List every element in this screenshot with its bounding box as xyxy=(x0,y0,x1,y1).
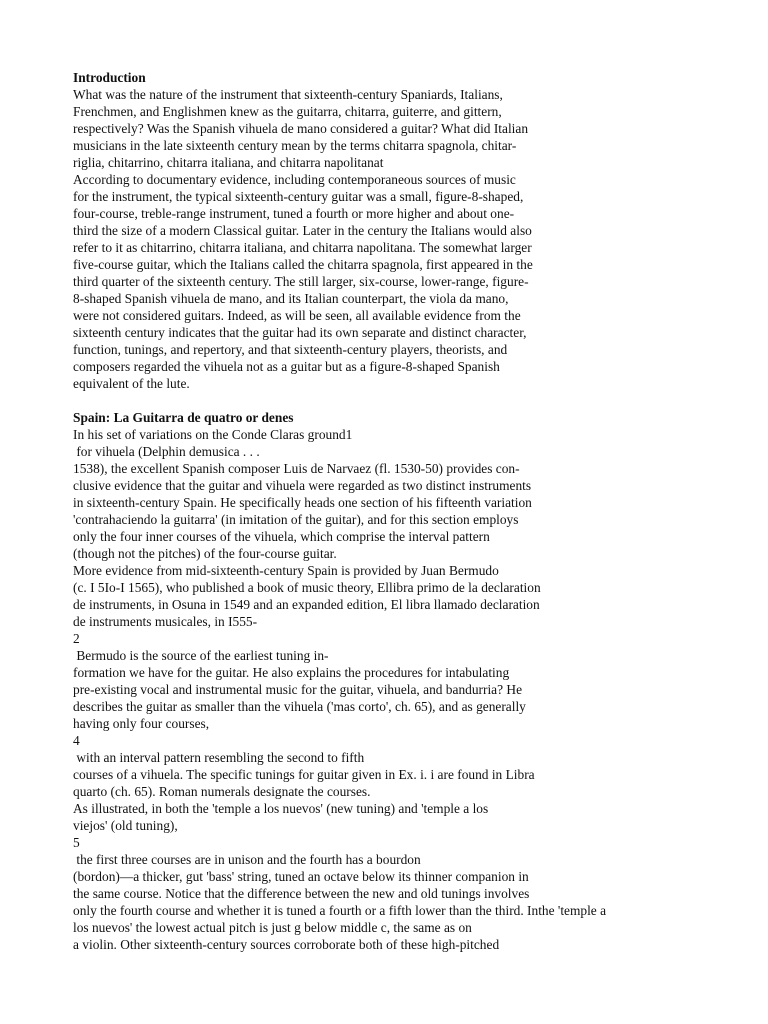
text-line: only the four inner courses of the vihuela, which comprise the interval pattern xyxy=(73,529,490,544)
text-line: with an interval pattern resembling the second to fifth xyxy=(73,750,365,765)
text-line: for the instrument, the typical sixteenth-century guitar was a small, figure-8-shaped, xyxy=(73,189,524,204)
text-line: five-course guitar, which the Italians called the chitarra spagnola, first appeared in the xyxy=(73,257,533,272)
text-line: clusive evidence that the guitar and vihuela were regarded as two distinct instruments xyxy=(73,478,532,493)
text-line: As illustrated, in both the 'temple a los nuevos' (new tuning) and 'temple a los xyxy=(73,801,489,816)
text-line: de instruments musicales, in I555- xyxy=(73,614,258,629)
text-line: the same course. Notice that the difference between the new and old tunings involves xyxy=(73,886,530,901)
text-line: 1538), the excellent Spanish composer Luis de Narvaez (fl. 1530-50) provides con- xyxy=(73,461,520,476)
text-line: respectively? Was the Spanish vihuela de mano considered a guitar? What did Italian xyxy=(73,121,529,136)
text-line: quarto (ch. 65). Roman numerals designate the courses. xyxy=(73,784,371,799)
text-line: a violin. Other sixteenth-century sources corroborate both of these high-pitched xyxy=(73,937,500,952)
text-line: sixteenth century indicates that the guitar had its own separate and distinct character, xyxy=(73,325,527,340)
text-line: pre-existing vocal and instrumental music for the guitar, vihuela, and bandurria? He xyxy=(73,682,523,697)
text-line: 4 xyxy=(73,733,80,748)
text-line: de instruments, in Osuna in 1549 and an expanded edition, El libra llamado declaration xyxy=(73,597,540,612)
section-spain-body xyxy=(73,426,753,953)
text-line: musicians in the late sixteenth century mean by the terms chitarra spagnola, chitar- xyxy=(73,138,517,153)
text-line: having only four courses, xyxy=(73,716,210,731)
text-line: function, tunings, and repertory, and that sixteenth-century players, theorists, and xyxy=(73,342,508,357)
text-line: 8-shaped Spanish vihuela de mano, and its Italian counterpart, the viola da mano, xyxy=(73,291,509,306)
text-line: in sixteenth-century Spain. He specifically heads one section of his fifteenth variation xyxy=(73,495,532,510)
text-line: only the fourth course and whether it is tuned a fourth or a fifth lower than the third. Inthe 'temple a xyxy=(73,903,607,918)
text-line: More evidence from mid-sixteenth-century Spain is provided by Juan Bermudo xyxy=(73,563,499,578)
text-line: In his set of variations on the Conde Claras ground1 xyxy=(73,427,353,442)
text-line: (though not the pitches) of the four-course guitar. xyxy=(73,546,337,561)
text-line: What was the nature of the instrument that sixteenth-century Spaniards, Italians, xyxy=(73,87,503,102)
text-line: equivalent of the lute. xyxy=(73,376,190,391)
text-line: 5 xyxy=(73,835,80,850)
text-line: riglia, chitarrino, chitarra italiana, and chitarra napolitanat xyxy=(73,155,384,170)
text-line: formation we have for the guitar. He also explains the procedures for intabulating xyxy=(73,665,510,680)
text-line: (bordon)—a thicker, gut 'bass' string, tuned an octave below its thinner companion in xyxy=(73,869,529,884)
text-line: According to documentary evidence, including contemporaneous sources of music xyxy=(73,172,516,187)
text-line: (c. I 5Io-I 1565), who published a book of music theory, Ellibra primo de la declaration xyxy=(73,580,541,595)
text-line: composers regarded the vihuela not as a guitar but as a figure-8-shaped Spanish xyxy=(73,359,500,374)
intro-paragraph xyxy=(73,86,753,392)
text-line: for vihuela (Delphin demusica . . . xyxy=(73,444,260,459)
intro-heading: Introduction xyxy=(73,70,146,85)
text-line: Bermudo is the source of the earliest tuning in- xyxy=(73,648,329,663)
text-line: 2 xyxy=(73,631,80,646)
text-line: los nuevos' the lowest actual pitch is just g below middle c, the same as on xyxy=(73,920,472,935)
text-line: third quarter of the sixteenth century. The still larger, six-course, lower-range, figure- xyxy=(73,274,529,289)
document-text xyxy=(73,69,753,953)
text-line: the first three courses are in unison and the fourth has a bourdon xyxy=(73,852,421,867)
section-heading-spain: Spain: La Guitarra de quatro or denes xyxy=(73,410,294,425)
text-line: four-course, treble-range instrument, tuned a fourth or more higher and about one- xyxy=(73,206,515,221)
text-line: Frenchmen, and Englishmen knew as the guitarra, chitarra, guiterre, and gittern, xyxy=(73,104,502,119)
section-gap xyxy=(73,392,753,409)
text-line: third the size of a modern Classical guitar. Later in the century the Italians would also xyxy=(73,223,532,238)
text-line: were not considered guitars. Indeed, as will be seen, all available evidence from the xyxy=(73,308,521,323)
text-line: courses of a vihuela. The specific tunings for guitar given in Ex. i. i are found in Libra xyxy=(73,767,535,782)
text-line: viejos' (old tuning), xyxy=(73,818,178,833)
text-line: describes the guitar as smaller than the vihuela ('mas corto', ch. 65), and as generally xyxy=(73,699,526,714)
text-line: refer to it as chitarrino, chitarra italiana, and chitarra napolitana. The somewhat larger xyxy=(73,240,532,255)
text-line: 'contrahaciendo la guitarra' (in imitation of the guitar), and for this section employs xyxy=(73,512,519,527)
